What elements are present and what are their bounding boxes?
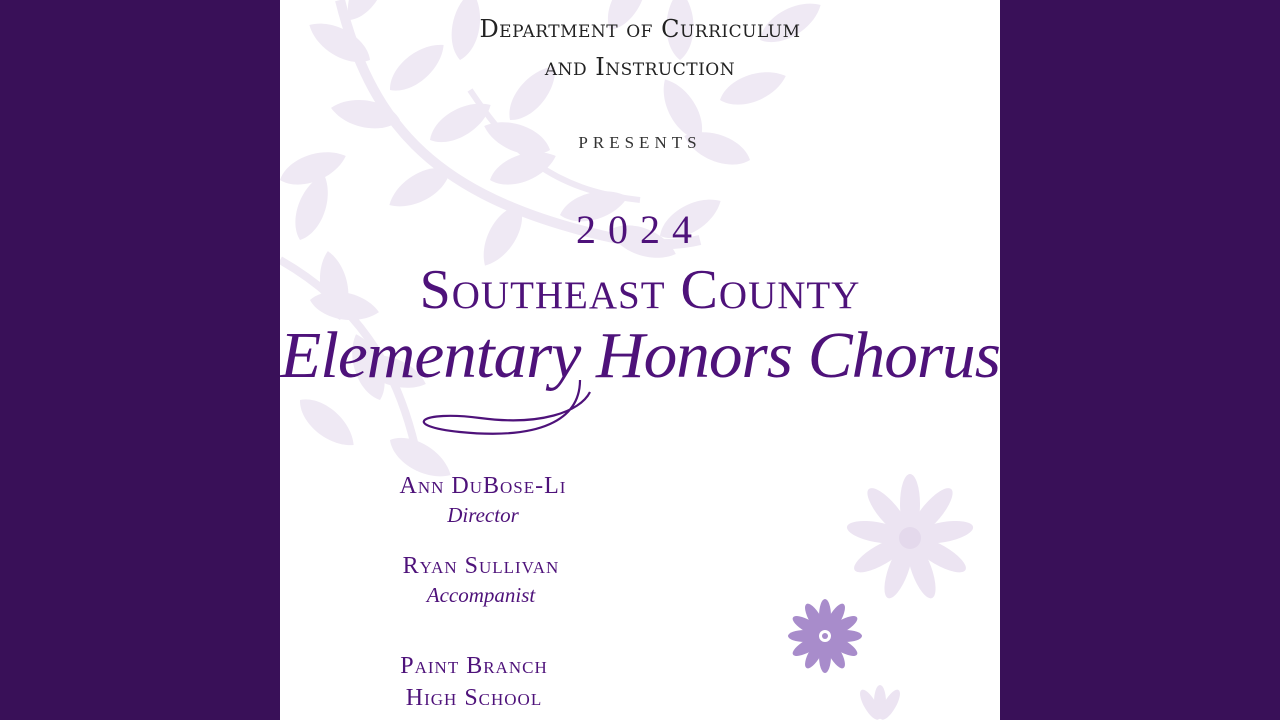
accompanist-credit (361, 550, 601, 608)
accompanist-role: Accompanist (426, 583, 536, 607)
large-flower-icon (845, 474, 975, 602)
event-year: 2024 (576, 207, 704, 252)
presents-label: PRESENTS (578, 133, 702, 152)
director-credit (363, 470, 603, 528)
director-role: Director (447, 503, 519, 527)
venue-line-2: High School (405, 685, 543, 711)
chorus-title: Elementary Honors Chorus (280, 319, 1000, 392)
small-flower-icon (788, 599, 862, 673)
department-line-1: Department of Curriculum (479, 15, 801, 43)
concert-poster (280, 0, 1000, 720)
accompanist-name: Ryan Sullivan (402, 553, 560, 579)
county-title: Southeast County (419, 259, 861, 321)
department-line-2: and Instruction (544, 53, 736, 81)
venue-line-1: Paint Branch (400, 653, 548, 679)
venue-credit (354, 650, 594, 714)
director-name: Ann DuBose-Li (399, 473, 567, 499)
